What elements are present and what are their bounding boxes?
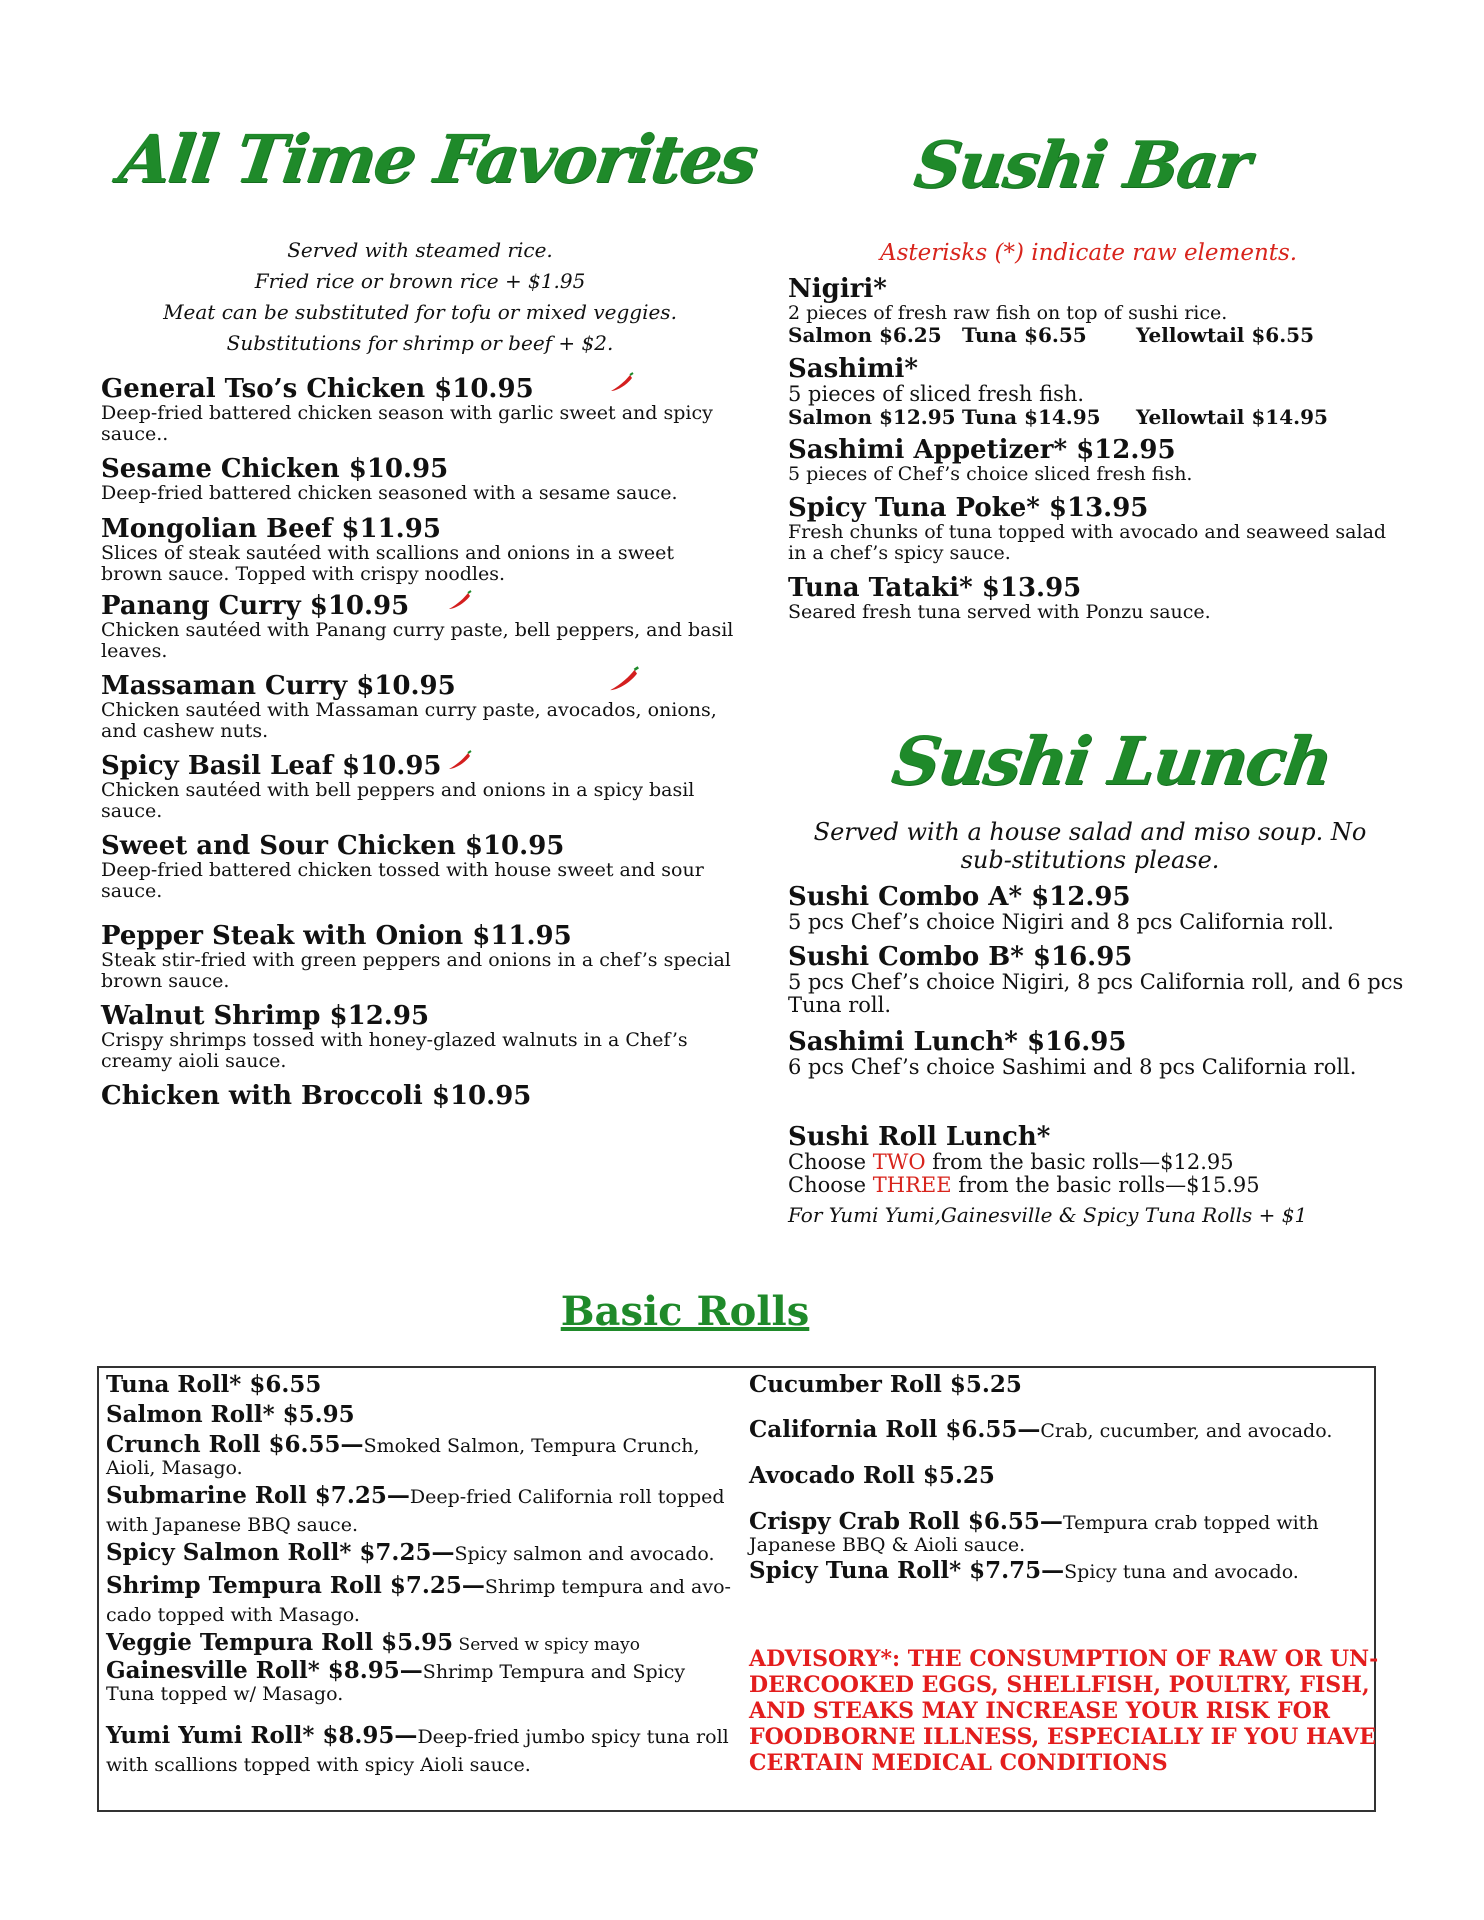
roll-lunch-note: For Yumi Yumi,Gainesville & Spicy Tuna Rolls + $1 [788,1203,1308,1227]
roll-name: California Roll $6.55— [749,1416,1041,1443]
roll-name: Crispy Crab Roll $6.55— [749,1508,1063,1535]
item-desc: Deep-fried battered chicken season with garlic sweet and spicy sauce.. [101,402,713,445]
item-title: Sesame Chicken $10.95 [101,454,449,484]
item-title: Chicken with Broccoli $10.95 [101,1081,532,1111]
menu-item [101,752,741,822]
item-title: Spicy Tuna Poke* $13.95 [788,493,1149,523]
roll-name: Spicy Tuna Roll* $7.75— [749,1557,1065,1584]
item-title: Sashimi Lunch* $16.95 [788,1027,1127,1057]
intro-line: Served with steamed rice. [287,238,553,262]
roll-desc: Smoked Salmon, Tempura Crunch, Aioli, Masago. [106,1435,700,1479]
roll-item [106,1722,736,1779]
roll-item [749,1462,1369,1489]
item-desc: Deep-fried battered chicken seasoned with a sesame sauce. [101,482,678,504]
roll-desc: Tempura crab topped with Japanese BBQ & Aioli sauce. [749,1512,1319,1556]
price: Yellowtail $6.55 [1136,323,1314,347]
chili-pepper-icon [446,750,472,772]
price: Tuna $14.95 [962,405,1101,429]
item-desc: Deep-fried battered chicken tossed with house sweet and sour sauce. [101,859,704,902]
lunch-item [788,1028,1408,1079]
sushi-bar-title: Sushi Bar [909,128,1254,203]
item-desc: 6 pcs Chef’s choice Sashimi and 8 pcs California roll. [788,1055,1357,1079]
highlight-word: THREE [872,1173,952,1197]
item-title: Sashimi* [788,354,919,384]
menu-item [101,672,741,742]
roll-desc: Crab, cucumber, and avocado. [1040,1420,1333,1442]
price: Yellowtail $14.95 [1136,405,1328,429]
roll-name: Gainesville Roll* $8.95— [106,1657,423,1684]
lunch-item [788,883,1408,934]
price: Salmon $12.95 [788,405,956,429]
roll-item [106,1371,726,1398]
item-title: Massaman Curry $10.95 [101,671,456,701]
roll-lunch-line [788,1151,1408,1174]
item-title: Spicy Basil Leaf $10.95 [101,751,442,781]
item-title: Pepper Steak with Onion $11.95 [101,921,572,951]
menu-item [101,592,741,662]
price-row [788,406,1408,428]
lunch-item [788,943,1408,1017]
intro-line: Fried rice or brown rice + $1.95 [254,269,586,293]
roll-name: Salmon Roll* $5.95 [106,1401,355,1428]
roll-item [106,1482,736,1539]
menu-item [101,515,741,585]
lunch-note: Served with a house salad and miso soup. No sub-stitutions please. [813,818,1367,874]
item-desc: 5 pcs Chef’s choice Nigiri, 8 pcs California roll, and 6 pcs Tuna roll. [788,970,1404,1017]
menu-item [101,832,741,902]
item-title: Sushi Combo B* $16.95 [788,942,1133,972]
roll-name: Spicy Salmon Roll* $7.25— [106,1539,455,1566]
roll-desc: Deep-fried jumbo spicy tuna roll with scallions topped with spicy Aioli sauce. [106,1726,729,1776]
basic-rolls-title: Basic Rolls [560,1288,810,1335]
highlight-word: TWO [872,1150,926,1174]
roll-item [749,1416,1369,1443]
roll-desc: Served w spicy mayo [453,1635,640,1655]
roll-name: Avocado Roll $5.25 [749,1462,995,1489]
item-desc: Fresh chunks of tuna topped with avocado and seaweed salad in a chef’s spicy sauce. [788,521,1387,564]
roll-desc: Spicy salmon and avocado. [454,1543,715,1565]
roll-desc: Deep-fried California roll topped with Japanese BBQ sauce. [106,1486,725,1536]
roll-name: Veggie Tempura Roll $5.95 [106,1629,454,1656]
item-desc: 5 pieces of Chef’s choice sliced fresh fish. [788,463,1193,485]
roll-name: Crunch Roll $6.55— [106,1431,364,1458]
roll-name: Yumi Yumi Roll* $8.95— [106,1722,418,1749]
item-title: Panang Curry $10.95 [101,591,410,621]
menu-item [101,1082,741,1110]
raw-food-advisory: ADVISORY*: THE CONSUMPTION OF RAW OR UN-DERCOOKED EGGS, SHELLFISH, POULTRY, FISH, AND STEAKS MAY INCREASE YOUR RISK FOR FOODBORNE ILLNESS, ESPECIALLY IF YOU HAVE CERTAIN MEDICAL CONDITIONS [749,1646,1379,1776]
item-desc: Crispy shrimps tossed with honey-glazed walnuts in a Chef’s creamy aioli sauce. [101,1029,688,1072]
roll-lunch-line [788,1174,1408,1197]
sushi-bar-item [788,436,1408,485]
item-title: General Tso’s Chicken $10.95 [101,374,534,404]
roll-item [106,1629,736,1656]
price: Tuna $6.55 [962,323,1087,347]
item-desc: Chicken sautéed with Massaman curry paste, avocados, onions, and cashew nuts. [101,699,717,742]
text: from the basic rolls—$12.95 [925,1150,1234,1174]
roll-lunch [788,1123,1408,1227]
roll-name: Tuna Roll* $6.55 [106,1371,322,1398]
item-desc: Steak stir-fried with green peppers and onions in a chef’s special brown sauce. [101,949,731,992]
roll-item [106,1431,716,1479]
roll-item [106,1539,736,1566]
intro-line: Substitutions for shrimp or beef + $2. [226,331,614,355]
roll-desc: Shrimp Tempura and Spicy Tuna topped w/ Masago. [106,1661,686,1705]
chili-pepper-icon [608,372,634,394]
roll-item [749,1557,1369,1584]
chili-pepper-icon [446,590,472,612]
chili-pepper-icon [606,666,640,694]
roll-item [106,1657,736,1705]
roll-name: Submarine Roll $7.25— [106,1482,410,1509]
sushi-bar-item [788,574,1408,623]
text: from the basic rolls—$15.95 [951,1173,1260,1197]
price: Salmon $6.25 [788,323,942,347]
sushi-bar-item [788,494,1408,564]
item-desc: 5 pieces of sliced fresh fish. [788,382,1085,406]
roll-desc: Shrimp tempura and avo-cado topped with Masago. [106,1576,731,1626]
roll-item [106,1572,736,1629]
item-desc: Chicken sautéed with Panang curry paste, bell peppers, and basil leaves. [101,619,734,662]
item-desc: Slices of steak sautéed with scallions and onions in a sweet brown sauce. Topped with crispy noodles. [101,542,675,585]
item-title: Sweet and Sour Chicken $10.95 [101,831,565,861]
text: Choose [788,1150,873,1174]
price-row [788,324,1408,346]
item-title: Walnut Shrimp $12.95 [101,1001,430,1031]
sushi-lunch-title: Sushi Lunch [887,722,1336,800]
item-desc: 2 pieces of fresh raw fish on top of sushi rice. [788,302,1228,324]
raw-note: Asterisks (*) indicate raw elements. [880,240,1298,266]
all-time-intro [100,235,740,359]
roll-name: Shrimp Tempura Roll $7.25— [106,1572,485,1599]
roll-item [749,1508,1319,1556]
item-title: Mongolian Beef $11.95 [101,514,441,544]
all-time-favorites-title: All Time Favorites [114,120,761,198]
item-desc: 5 pcs Chef’s choice Nigiri and 8 pcs California roll. [788,910,1334,934]
item-desc: Seared fresh tuna served with Ponzu sauce. [788,601,1211,623]
item-desc: Chicken sautéed with bell peppers and onions in a spicy basil sauce. [101,779,695,822]
menu-item [101,455,741,504]
item-title: Sushi Roll Lunch* [788,1122,1051,1152]
intro-line: Meat can be substituted for tofu or mixed veggies. [163,300,677,324]
menu-item [101,922,741,992]
menu-item [101,1002,741,1072]
item-title: Sushi Combo A* $12.95 [788,882,1131,912]
menu-item [101,375,741,445]
sushi-bar-item [788,355,1408,428]
sushi-bar-item [788,275,1408,346]
roll-desc: Spicy tuna and avocado. [1064,1561,1299,1583]
roll-item [749,1371,1369,1398]
text: Choose [788,1173,873,1197]
item-title: Nigiri* [788,274,887,304]
item-title: Tuna Tataki* $13.95 [788,573,1082,603]
roll-item [106,1401,726,1428]
roll-name: Cucumber Roll $5.25 [749,1371,1022,1398]
item-title: Sashimi Appetizer* $12.95 [788,435,1176,465]
